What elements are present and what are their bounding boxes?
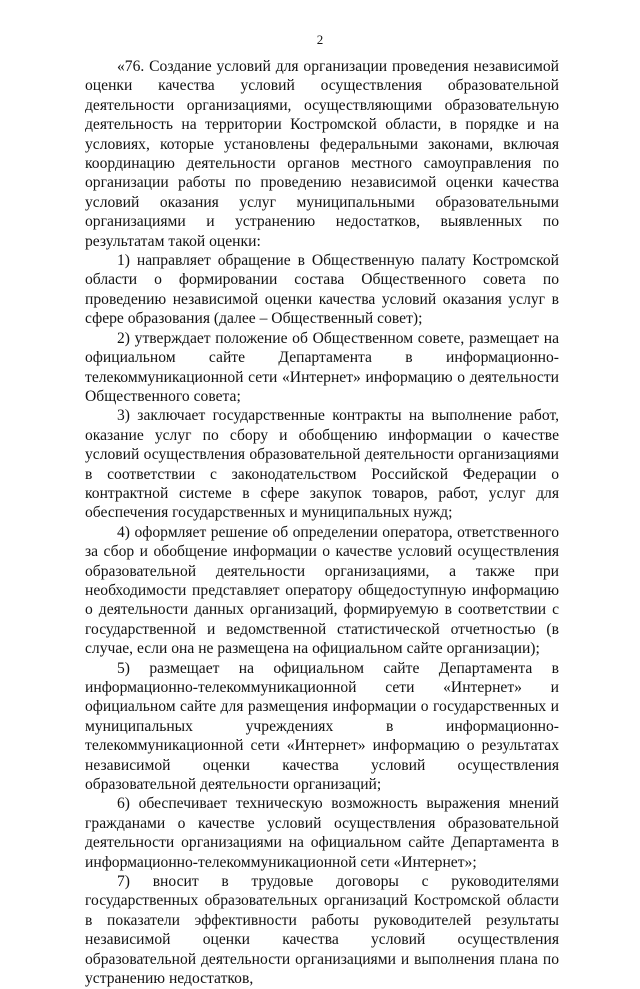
paragraph-subitem-4: 4) оформляет решение об определении оператора, ответственного за сбор и обобщение информации о качестве условий осуществления образовательной деятельности организациями, а также при необходимости представляет оператору общедоступную информацию о деятельности данных организаций, формируемую в соответствии с государственной и ведомственной статистической отчетностью (в случае, если она не размещена на официальном сайте организации); <box>85 523 559 658</box>
paragraph-subitem-6: 6) обеспечивает техническую возможность выражения мнений гражданами о качестве условий осуществления образовательной деятельности организациями на официальном сайте Департамента в информационно-телекоммуникационной сети «Интернет»; <box>85 795 559 871</box>
document-body <box>85 57 559 989</box>
paragraph-subitem-2: 2) утверждает положение об Общественном совете, размещает на официальном сайте Департамента в информационно-телекоммуникационной сети «Интернет» информацию о деятельности Общественного совета; <box>85 329 559 405</box>
paragraph-subitem-3: 3) заключает государственные контракты на выполнение работ, оказание услуг по сбору и обобщению информации о качестве условий осуществления образовательной деятельности организациями в соответствии с законодательством Российской Федерации о контрактной системе в сфере закупок товаров, работ, услуг для обеспечения государственных и муниципальных нужд; <box>85 407 559 522</box>
paragraph-item-76: «76. Создание условий для организации проведения независимой оценки качества условий осуществления образовательной деятельности организациями, осуществляющими образовательную деятельность на территории Костромской области, в порядке и на условиях, которые установлены федеральными законами, включая координацию деятельности органов местного самоуправления по организации работы по проведению независимой оценки качества условий оказания услуг муниципальными образовательными организациями и устранению недостатков, выявленных по результатам такой оценки: <box>85 58 559 250</box>
page-number: 2 <box>316 32 324 47</box>
paragraph-subitem-7: 7) вносит в трудовые договоры с руководителями государственных образовательных организаций Костромской области в показатели эффективности работы руководителей результаты независимой оценки качества условий осуществления образовательной деятельности организациями и выполнения плана по устранению недостатков, <box>85 873 559 988</box>
paragraph-subitem-5: 5) размещает на официальном сайте Департамента в информационно-телекоммуникационной сети «Интернет» и официальном сайте для размещения информации о государственных и муниципальных учреждениях в информационно-телекоммуникационной сети «Интернет» информацию о результатах независимой оценки качества условий осуществления образовательной деятельности организаций; <box>85 659 559 794</box>
paragraph-subitem-1: 1) направляет обращение в Общественную палату Костромской области о формировании состава Общественного совета по проведению независимой оценки качества условий оказания услуг в сфере образования (далее – Общественный совет); <box>85 252 559 328</box>
